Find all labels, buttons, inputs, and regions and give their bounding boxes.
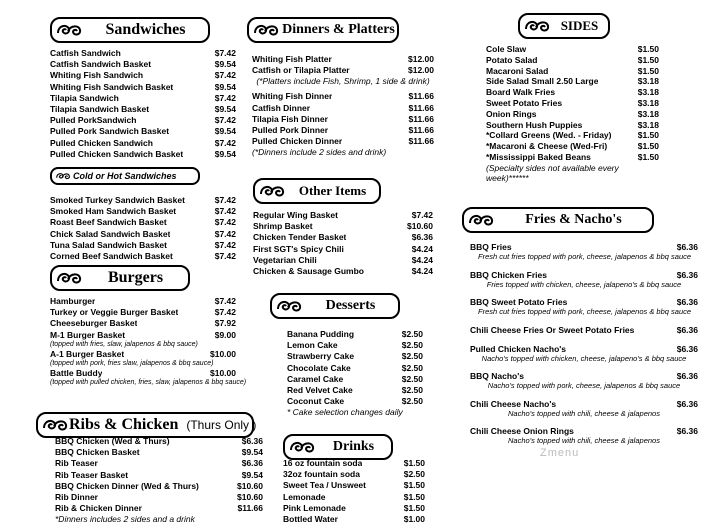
menu-item-name: Bottled Water (283, 514, 338, 525)
menu-item (50, 70, 236, 81)
cold-hot-banner (50, 167, 200, 185)
menu-item-name: Pink Lemonade (283, 502, 346, 513)
cold-hot-list (50, 195, 236, 262)
menu-item (287, 351, 423, 362)
scroll-ornament-icon (258, 182, 286, 200)
menu-item-price: $9.54 (214, 81, 236, 92)
menu-item-price: $1.50 (637, 54, 659, 65)
menu-item-price: $2.50 (401, 396, 423, 407)
dinners-note: (*Dinners include 2 sides and drink) (252, 147, 387, 158)
menu-item-description: Fresh cut fries topped with pork, cheese, jalapenos & bbq sauce (478, 307, 692, 316)
menu-item-name: Rib Teaser (55, 458, 98, 469)
menu-item-price: $4.24 (411, 243, 433, 254)
menu-item (253, 244, 433, 255)
menu-item-price: $10.60 (237, 480, 263, 491)
fries-list (470, 242, 698, 454)
menu-item-name: Coconut Cake (287, 396, 345, 407)
menu-item (486, 66, 659, 77)
menu-item-price: $1.50 (403, 480, 425, 491)
menu-item-name: Cheeseburger Basket (50, 318, 138, 329)
menu-item-price: $6.36 (241, 436, 263, 446)
menu-item-price: $12.00 (408, 54, 434, 64)
menu-item-price: $2.50 (401, 351, 423, 362)
menu-item (253, 255, 433, 266)
menu-item (486, 109, 659, 120)
menu-item-price: $10.00 (210, 368, 236, 379)
menu-item-name: Whiting Fish Dinner (252, 91, 333, 102)
menu-item (50, 240, 236, 251)
menu-item-name: Southern Hush Puppies (486, 119, 583, 130)
sides-title: SIDES (560, 18, 599, 33)
menu-item-name: Smoked Ham Sandwich Basket (50, 206, 177, 217)
menu-entry (470, 325, 698, 336)
menu-item-price: $10.00 (210, 348, 236, 359)
menu-item-price: $9.54 (214, 126, 236, 137)
menu-item-name: Catfish Dinner (252, 102, 311, 113)
menu-entry (470, 426, 698, 446)
menu-item-price: $1.50 (637, 151, 659, 162)
menu-item-name: Tuna Salad Sandwich Basket (50, 239, 167, 250)
menu-item-name: Chocolate Cake (287, 362, 351, 373)
menu-item-name: Side Salad Small 2.50 Large (486, 76, 599, 87)
menu-item-price: $6.36 (676, 324, 698, 335)
menu-item (486, 87, 659, 98)
menu-item-price: $1.00 (403, 514, 425, 525)
menu-item (50, 349, 236, 360)
burgers-title: Burgers (107, 269, 164, 286)
desserts-note: * Cake selection changes daily (287, 407, 403, 418)
menu-item (50, 115, 236, 126)
menu-item-name: Pulled Chicken Dinner (252, 136, 343, 147)
menu-item (253, 266, 433, 277)
menu-item (50, 229, 236, 240)
menu-item (50, 59, 236, 70)
menu-item-price: $4.24 (411, 254, 433, 265)
menu-item-name: Banana Pudding (287, 329, 355, 339)
menu-item-name: 32oz fountain soda (283, 469, 360, 480)
menu-item (252, 54, 434, 65)
menu-item (486, 152, 659, 163)
menu-item (287, 363, 423, 374)
menu-item (486, 98, 659, 109)
menu-item (252, 114, 434, 125)
drinks-title: Drinks (332, 439, 375, 454)
menu-item-name: Shrimp Basket (253, 221, 313, 232)
menu-item-name: Pulled PorkSandwich (50, 115, 137, 126)
cold-hot-title: Cold or Hot Sandwiches (73, 171, 177, 181)
menu-item-name: Pulled Pork Dinner (252, 125, 329, 136)
menu-item (55, 458, 263, 469)
menu-item-description: Fresh cut fries topped with pork, cheese, jalapenos & bbq sauce (478, 252, 692, 261)
menu-item-name: BBQ Nacho's (470, 371, 524, 381)
menu-item (50, 104, 236, 115)
menu-item-name: Whiting Fish Platter (252, 54, 332, 64)
menu-item (50, 318, 236, 329)
menu-item-price: $7.42 (214, 239, 236, 250)
menu-item-name: Caramel Cake (287, 373, 344, 384)
menu-item-price: $9.54 (214, 148, 236, 159)
menu-item (253, 221, 433, 232)
menu-item-price: $6.36 (676, 398, 698, 409)
scroll-ornament-icon (467, 211, 495, 229)
menu-item (252, 91, 434, 102)
menu-item-price: $7.42 (214, 228, 236, 239)
scroll-ornament-icon (55, 170, 71, 182)
sandwiches-banner (50, 17, 210, 43)
menu-item (50, 82, 236, 93)
menu-item-name: Macaroni Salad (486, 65, 549, 76)
menu-item-name: BBQ Chicken Fries (470, 269, 547, 280)
menu-item-name: Corned Beef Sandwich Basket (50, 251, 173, 262)
menu-item-price: $6.36 (676, 426, 698, 436)
menu-item-price: $10.60 (407, 221, 433, 232)
menu-item (50, 251, 236, 262)
menu-item (253, 210, 433, 221)
menu-item-name: BBQ Chicken (Wed & Thurs) (55, 436, 170, 446)
menu-item-name: Potato Salad (486, 54, 538, 65)
ribs-note: *Dinners includes 2 sides and a drink (55, 514, 195, 525)
menu-item-name: Vegetarian Chili (253, 254, 317, 265)
other-banner (253, 178, 381, 204)
menu-item-price: $6.36 (241, 458, 263, 469)
menu-item-name: Battle Buddy (50, 368, 103, 379)
menu-item-price: $9.54 (214, 59, 236, 70)
menu-item-price: $9.54 (241, 447, 263, 458)
menu-item (50, 330, 236, 341)
menu-item-name: Strawberry Cake (287, 351, 355, 362)
menu-item-name: BBQ Sweet Potato Fries (470, 297, 568, 307)
menu-item-price: $11.66 (237, 503, 263, 514)
menu-item-price: $7.42 (214, 70, 236, 81)
scroll-ornament-icon (55, 269, 83, 287)
menu-item-price: $1.50 (637, 141, 659, 152)
menu-item-price: $11.66 (408, 102, 434, 113)
menu-item-name: BBQ Fries (470, 242, 512, 252)
menu-item-price: $10.60 (237, 492, 263, 503)
menu-item-name: Lemonade (283, 491, 326, 502)
menu-item (50, 48, 236, 59)
menu-item-price: $7.42 (214, 195, 236, 205)
scroll-ornament-icon (523, 17, 551, 35)
menu-item-name: Pulled Chicken Nacho's (470, 343, 567, 354)
menu-item-name: Board Walk Fries (486, 87, 556, 98)
scroll-ornament-icon (55, 21, 83, 39)
menu-item-name: Pulled Chicken Sandwich (50, 137, 153, 148)
menu-item (252, 136, 434, 147)
menu-item (287, 329, 423, 340)
menu-item-name: Sweet Potato Fries (486, 97, 563, 108)
menu-item-price: $11.66 (408, 91, 434, 102)
menu-item-price: $9.00 (214, 329, 236, 340)
menu-item-name: Tilapia Fish Dinner (252, 113, 328, 124)
menu-item-name: *Mississippi Baked Beans (486, 151, 591, 162)
menu-item (55, 481, 263, 492)
menu-item-price: $7.42 (214, 206, 236, 217)
desserts-title: Desserts (325, 298, 376, 313)
drinks-list (283, 458, 425, 525)
menu-item (470, 325, 698, 336)
menu-item-price: $7.42 (214, 251, 236, 262)
watermark: Zmenu (540, 447, 580, 459)
menu-item-price: $7.42 (214, 48, 236, 58)
menu-item (50, 296, 236, 307)
menu-item-description: Fries topped with chicken, cheese, jalapeno's & bbq sauce (486, 279, 682, 289)
desserts-banner (270, 293, 400, 319)
menu-item-description: (topped with fries, slaw, jalapenos & bbq sauce) (50, 340, 198, 348)
fries-banner (462, 207, 654, 233)
menu-item-name: Rib & Chicken Dinner (55, 503, 142, 514)
menu-item-name: First SGT's Spicy Chili (253, 243, 344, 254)
menu-item (55, 503, 263, 514)
menu-item-name: Chick Salad Sandwich Basket (50, 228, 171, 239)
menu-item (55, 447, 263, 458)
menu-item (287, 385, 423, 396)
menu-item-price: $11.66 (408, 113, 434, 124)
menu-item-name: Onion Rings (486, 108, 537, 119)
menu-item-price: $3.18 (637, 119, 659, 130)
sides-banner (518, 13, 610, 39)
menu-item-name: Chili Cheese Fries Or Sweet Potato Fries (470, 324, 635, 335)
menu-item-name: Catfish or Tilapia Platter (252, 65, 350, 76)
menu-item (486, 141, 659, 152)
menu-item (55, 470, 263, 481)
menu-item-price: $3.18 (637, 76, 659, 87)
scroll-ornament-icon (275, 297, 303, 315)
menu-item (50, 206, 236, 217)
menu-item (252, 103, 434, 114)
menu-item-name: Tilapia Sandwich Basket (50, 104, 150, 115)
menu-item (50, 195, 236, 206)
menu-item-description: (topped with pulled chicken, fries, slaw, jalapenos & bbq sauce) (50, 379, 247, 387)
menu-item (50, 126, 236, 137)
menu-item (50, 217, 236, 228)
menu-item (283, 469, 425, 480)
menu-entry (470, 242, 698, 262)
menu-item-name: M-1 Burger Basket (50, 329, 126, 340)
menu-item-price: $7.42 (214, 296, 236, 306)
menu-item-price: $3.18 (637, 108, 659, 119)
menu-item-price: $6.36 (676, 297, 698, 307)
menu-item-name: Sweet Tea / Unsweet (283, 480, 366, 491)
menu-entry (470, 297, 698, 317)
fries-title: Fries & Nacho's (525, 212, 622, 227)
menu-item-price: $2.50 (401, 329, 423, 339)
menu-item-name: Roast Beef Sandwich Basket (50, 217, 167, 228)
dinners-banner (247, 17, 399, 43)
menu-item-price: $6.36 (676, 343, 698, 354)
menu-item (50, 138, 236, 149)
dinners-title: Dinners & Platters (282, 22, 395, 37)
menu-item-price: $7.42 (214, 307, 236, 318)
menu-item-name: Chili Cheese Nacho's (470, 398, 557, 409)
menu-item (252, 125, 434, 136)
menu-item (470, 399, 698, 410)
menu-item-price: $9.54 (241, 469, 263, 480)
menu-item-price: $7.42 (214, 92, 236, 103)
menu-item-price: $3.18 (637, 97, 659, 108)
menu-item (486, 76, 659, 87)
menu-item-price: $1.50 (637, 65, 659, 76)
menu-item-name: A-1 Burger Basket (50, 348, 125, 359)
desserts-list (287, 329, 423, 418)
menu-item (470, 270, 698, 281)
other-list (253, 210, 433, 277)
menu-entry (470, 344, 698, 364)
menu-item (55, 492, 263, 503)
menu-item-description: Nacho's topped with pork, cheese, jalapenos & bbq sauce (487, 381, 681, 390)
menu-item-price: $2.50 (401, 385, 423, 396)
menu-item-price: $1.50 (637, 44, 659, 54)
menu-item-name: Catfish Sandwich (50, 48, 121, 58)
menu-item-price: $3.18 (637, 87, 659, 98)
menu-item-price: $7.42 (214, 137, 236, 148)
ribs-banner (36, 412, 257, 438)
menu-item-name: Rib Dinner (55, 492, 98, 503)
ribs-subtitle: (Thurs Only ) (186, 418, 257, 432)
menu-item-price: $9.54 (214, 104, 236, 115)
menu-item (283, 503, 425, 514)
menu-item-price: $11.66 (408, 125, 434, 136)
menu-item-name: BBQ Chicken Dinner (Wed & Thurs) (55, 480, 199, 491)
dinners-list (252, 54, 434, 158)
menu-item-name: *Macaroni & Cheese (Wed-Fri) (486, 141, 608, 152)
menu-item-price: $12.00 (408, 65, 434, 76)
menu-item-price: $7.42 (214, 217, 236, 228)
menu-item-price: $1.50 (637, 130, 659, 141)
menu-item-name: Smoked Turkey Sandwich Basket (50, 195, 185, 205)
menu-item-name: Chicken & Sausage Gumbo (253, 266, 364, 277)
menu-item-price: $6.36 (676, 242, 698, 252)
menu-item (287, 374, 423, 385)
menu-item (486, 130, 659, 141)
menu-item (486, 120, 659, 131)
menu-item-name: 16 oz fountain soda (283, 458, 363, 468)
menu-item-name: Hamburger (50, 296, 96, 306)
menu-item-description: (topped with pork, fries slaw, jalapenos & bbq sauce) (50, 360, 214, 368)
menu-item-name: Chicken Tender Basket (253, 232, 347, 243)
sandwiches-title: Sandwiches (105, 21, 186, 38)
menu-item-price: $4.24 (411, 266, 433, 277)
menu-item-price: $6.36 (676, 269, 698, 280)
menu-item-name: Whiting Fish Sandwich (50, 70, 144, 81)
drinks-banner (283, 434, 393, 460)
menu-item-name: Catfish Sandwich Basket (50, 59, 152, 70)
menu-item-price: $6.36 (411, 232, 433, 243)
menu-item-price: $7.42 (411, 210, 433, 220)
menu-item (50, 93, 236, 104)
menu-item (287, 340, 423, 351)
menu-item-price: $1.50 (403, 458, 425, 468)
menu-item-price: $1.50 (403, 502, 425, 513)
platters-note: (*Platters include Fish, Shrimp, 1 side & drink) (256, 76, 430, 87)
menu-item (486, 44, 659, 55)
menu-item (283, 492, 425, 503)
menu-item-description: Nacho's topped with chicken, cheese, jalapeno's & bbq sauce (481, 353, 687, 363)
menu-item-price: $2.50 (403, 469, 425, 480)
menu-item-price: $2.50 (401, 340, 423, 351)
menu-item-price: $2.50 (401, 373, 423, 384)
menu-entry (470, 399, 698, 419)
scroll-ornament-icon (41, 416, 69, 434)
menu-item-name: Tilapia Sandwich (50, 92, 119, 103)
menu-item (50, 149, 236, 160)
menu-item (283, 514, 425, 525)
scroll-ornament-icon (288, 438, 316, 456)
ribs-title: Ribs & Chicken (69, 416, 179, 433)
menu-item-description: Nacho's topped with chili, cheese & jalapenos (508, 436, 660, 445)
menu-item-description: Nacho's topped with chili, cheese & jalapenos (508, 408, 660, 418)
menu-item-name: Red Velvet Cake (287, 385, 353, 396)
menu-item (253, 232, 433, 243)
menu-item-name: Cole Slaw (486, 44, 527, 54)
menu-item-name: Lemon Cake (287, 340, 338, 351)
menu-item-name: Pulled Chicken Sandwich Basket (50, 148, 184, 159)
other-title: Other Items (298, 183, 367, 198)
menu-item-name: Whiting Fish Sandwich Basket (50, 81, 174, 92)
menu-item-name: Regular Wing Basket (253, 210, 338, 220)
menu-item-name: Pulled Pork Sandwich Basket (50, 126, 170, 137)
menu-entry (470, 371, 698, 391)
menu-item-name: Chili Cheese Onion Rings (470, 426, 574, 436)
menu-item-name: *Collard Greens (Wed. - Friday) (486, 130, 612, 141)
menu-item (55, 436, 263, 447)
ribs-list (55, 436, 263, 525)
scroll-ornament-icon (252, 21, 280, 39)
menu-item (283, 480, 425, 491)
burgers-banner (50, 265, 190, 291)
menu-item (50, 307, 236, 318)
menu-item (486, 55, 659, 66)
sandwiches-list (50, 48, 236, 160)
menu-item-price: $7.42 (214, 115, 236, 126)
sides-note: (Specialty sides not available every week)****** (486, 162, 619, 183)
menu-item-price: $2.50 (401, 362, 423, 373)
menu-item-name: BBQ Chicken Basket (55, 447, 140, 458)
menu-item (50, 368, 236, 379)
menu-item-price: $1.50 (403, 491, 425, 502)
burgers-list (50, 296, 247, 387)
menu-item-name: Turkey or Veggie Burger Basket (50, 307, 179, 318)
menu-item-price: $11.66 (408, 136, 434, 147)
menu-entry (470, 270, 698, 290)
menu-item (287, 396, 423, 407)
menu-item-name: Rib Teaser Basket (55, 469, 129, 480)
menu-item (252, 65, 434, 76)
menu-item (283, 458, 425, 469)
menu-item (470, 344, 698, 355)
menu-item-price: $7.92 (214, 318, 236, 329)
menu-item-price: $6.36 (676, 371, 698, 381)
sides-list (486, 44, 659, 183)
